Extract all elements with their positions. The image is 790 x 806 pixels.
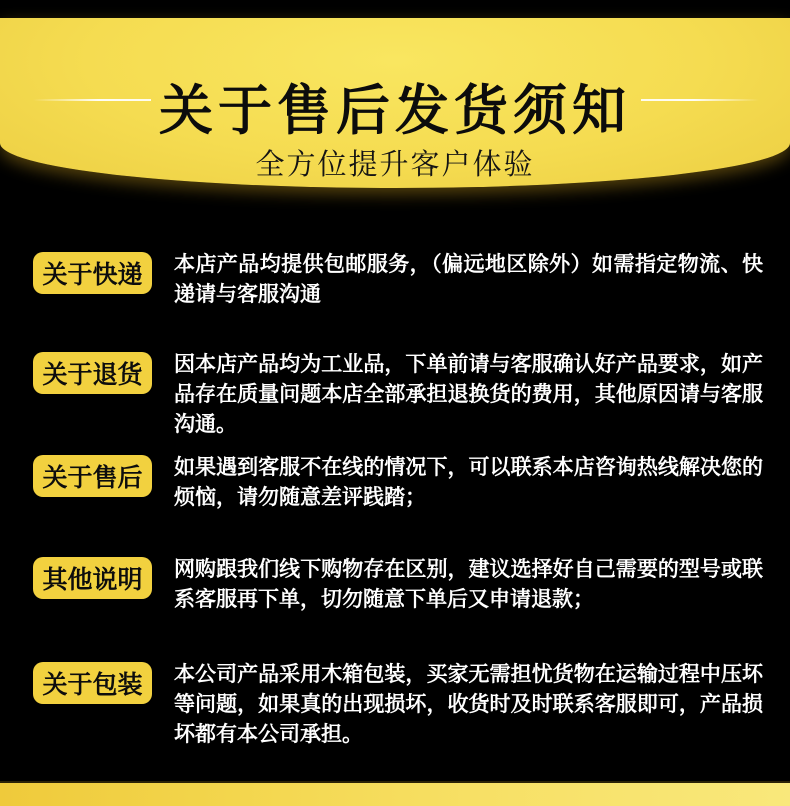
page-subtitle: 全方位提升客户体验 bbox=[255, 149, 535, 181]
page-title: 关于售后发货须知 bbox=[159, 81, 631, 141]
section-packaging bbox=[33, 660, 763, 750]
header-banner bbox=[0, 18, 790, 188]
section-express bbox=[33, 250, 763, 310]
section-text-packaging: 本公司产品采用木箱包装，买家无需担忧货物在运输过程中压坏等问题，如果真的出现损坏，收货时及时联系客服即可，产品损坏都有本公司承担。 bbox=[174, 663, 763, 746]
section-returns bbox=[33, 350, 763, 440]
section-other-notes bbox=[33, 555, 763, 615]
section-text-other-notes: 网购跟我们线下购物存在区别，建议选择好自己需要的型号或联系客服再下单，切勿随意下单后又申请退款； bbox=[174, 558, 763, 611]
section-text-returns: 因本店产品均为工业品，下单前请与客服确认好产品要求，如产品存在质量问题本店全部承担退换货的费用，其他原因请与客服沟通。 bbox=[174, 353, 763, 436]
section-text-express: 本店产品均提供包邮服务，（偏远地区除外）如需指定物流、快递请与客服沟通 bbox=[174, 253, 763, 306]
section-label-aftersale: 关于售后 bbox=[33, 455, 152, 497]
section-label-returns: 关于退货 bbox=[33, 352, 152, 394]
section-text-aftersale: 如果遇到客服不在线的情况下，可以联系本店咨询热线解决您的烦恼，请勿随意差评践踏； bbox=[174, 456, 763, 509]
section-label-other-notes: 其他说明 bbox=[33, 557, 152, 599]
section-aftersale bbox=[33, 453, 763, 513]
footer-gold-strip bbox=[0, 781, 790, 806]
section-label-express: 关于快递 bbox=[33, 252, 152, 294]
section-label-packaging: 关于包装 bbox=[33, 662, 152, 704]
